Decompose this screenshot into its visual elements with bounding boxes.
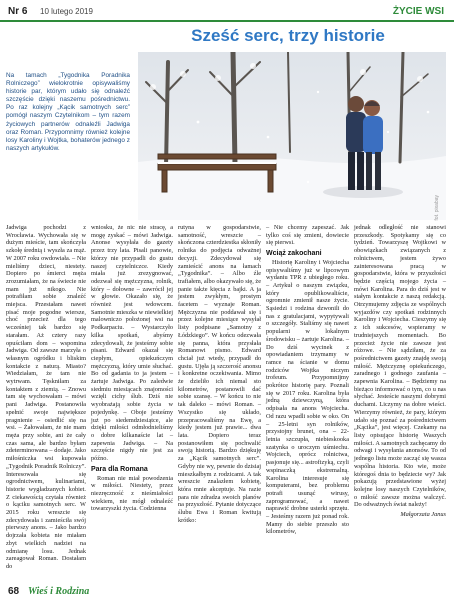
subheading-wciaz-zakochani: Wciąż zakochani: [266, 250, 322, 258]
issue-date: 10 lutego 2019: [40, 7, 93, 16]
article-title: Sześć serc, trzy historie: [191, 26, 385, 45]
magazine-name: Wieś i Rodzina: [28, 586, 90, 597]
header-divider: [0, 20, 454, 22]
subheading-para-dla-romana: Para dla Romana: [91, 465, 148, 473]
column-3-text: rutyna w gospodarstwie, samotność, wreszcie – skończona czterdziestka skłoniły rolnika do podjęcia odważnej decyzji. Zdecydował się zamieścić anons na łamach „Tygodnika”. – Albo źle trafiałem, albo okazywało się, że panie także kięcia z bajki. A ja jestem zwykłym, prostym facetem – wyznaje Roman. Mężczyzna nie poddawał się i przez kolejne miesiące wysyłał listy podpisane „Samotny z Łódzkiego”. W końcu odezwała się panna, która przysłała Romanowi pismo. Edward chciał już wtedy, przypadł do gustu. Ujęła ją szczerość anonsu i konkretne oczekiwania. Mimo że dzieliło ich niemal sto kilometrów, postanowili dać sobie szansę. – W końcu to nie tak daleko – mówi Roman. – Wszystko się układo, przepracowaliśmy na Ewę, a kiedy jestem już prawie... dwa lata. Dopiero teraz postanowiłem się pochwalić swoją historią. Bardzo dziękuję za „Kącik samotnych serc”. Gdyby nie wy, pewnie do dzisiaj mieszkałbym z rodzicami. A tak wreszcie znalazłem kobietę, która mnie akceptuje. Na razie para nie zdradza swoich planów na przyszłość. Pytanie dotyczące ślubu Ewa i Roman kwitują krótko:: [178, 224, 261, 524]
column-5-text: jednak odległość nie stanowi przeszkody. Spotykamy się co tydzień. Towarzyszę Wojtkowi w obowiązkach związanych z rolnictwem, jestem żywo zainteresowana pracą w gospodarstwie, która w przyszłości będzie częścią mojego życia – mówi Karolina. Para do dziś jest w stałym kontakcie z naszą redakcją. Otrzymujemy zdjęcia ze wspólnych wyjazdów czy spotkań rodzinnych Karoliny i Wojciecha. Cieszymy się z ich sukcesów, wspieramy w trudniejszych momentach. Bo przecież życie nie zawsze jest różowe. – Nie sądziłam, że za pośrednictwem gazety znajdę swoją miłość. Mężczyznę opiekuńczego, zaradnego i godnego zaufania – zapewnia Karolina. – Będziemy na bieżąco informować o tym, co u nas słychać. Jesteście naszymi dobrymi duchami. Liczymy na dobre wieści. Wierzymy również, że pary, którym udało się poznać za pośrednictwem „Kącika”, jest więcej. Czekamy na listy opisujące historię Waszych miłości. A samotnych zachęcamy do odwagi i wysyłania anonsów. To od jednego listu może zacząć się wasza wspólna historia. Kto wie, może któregoś dnia to będziecie wy? Jak pokazują przedstawione wyżej kolejne losy naszych Czytelników, o miłość zawsze można walczyć. Do odważnych świat należy!: [354, 224, 446, 509]
article-column-2: [91, 224, 173, 578]
author-signature: Małgorzata Janus: [400, 511, 446, 519]
column-1-text: Jadwiga pochodzi z Wrocławia. Wychowała się w dużym mieście, tam skończyła szkołę średnią i wyszła za mąż. W 2007 roku owdowiała. – Nie mieliśmy dzieci, niestety. Dopiero po śmierci męża zrozumiałam, że na świecie nie mam już nikogo. Nie potrafiłam sobie znaleźć miejsca. Przestałam nawet pisać moje pogodne wiersze, choć przecież dla tego wcześniej tak bardzo się starałam. Aż cztery razy opuściłam dom – wspomina Jadwiga. Od zawsze marzyła o własnym ogródku i bliskim kontakcie z naturą. Miasto? Wiedziałam, że tam nie wytrwam. Tęskniłam za kontaktem z ziemią. – Znowu tam się wychowałam – mówi pani Jadwiga. Postanowiła spełnić swoje największe pragnienie – osiedlić się na wsi. – Żałowałam, że nie mam męża przy sobie, ani że cały czas sama, ale bardzo byłam zdeterminowana – dodaje. Jako miłośniczka wsi kupowała „Tygodnik Poradnik Rolniczy”. Interesowała się ogrodnictwem, kulinariami, historie wygładzanych kobiet. Z ciekawością czytała również o kąciku samotnych serc. W 2015 roku wreszcie się zdecydowała i zamieściła swój pierwszy anons. – Jako bardzo dojrzała kobieta nie miałam zbyt wielkich nadziei na odmianę losu. Jednak zareagował Roman. Dostałam do: [6, 224, 86, 570]
article-column-4: [266, 224, 349, 578]
issue-number: Nr 6: [8, 6, 28, 17]
article-column-1: [6, 224, 86, 578]
article-column-3: [178, 224, 261, 578]
winter-couple-photo: [138, 52, 446, 220]
article-lead: Na tamach „Tygodnika Poradnika Rolniczego” wielokrotnie opisywaliśmy historie par, którym udało się odnaleźć szczęście dzięki naszemu pośrednictwu. Po raz kolejny „Kącik samotnych serc” pomógł naszym Czytelnikom – tym razem życiowych partnerów odnaleźli Jadwiga oraz Roman. Przypomnimy również kolejne losy Karoliny i Wojtka, bohaterów jednego z naszych artykułów.: [6, 72, 130, 152]
page-header: [0, 0, 454, 22]
page-number: 68: [8, 586, 20, 597]
article-column-5: [354, 224, 446, 578]
photo-credit: fot. pixabay: [434, 195, 440, 221]
column-4-tail-text: Historię Karoliny i Wojciecha opisywaliśmy już w lipcowym wydaniu TPR z ubiegłego roku. – Artykuł o naszym związku, który opublikowaliście, ogromnie zmienił nasze życie. Sąsiedzi i rodzina dzwonili do nas z gratulacjami, wypytywali o szczegóły. Staliśmy się nawet popularni w lokalnym środowisku – żartuje Karolina. – Do dziś wycinek z opowiadaniem trzymamy w ramce na ścianie w domu rodziców Wojtka niczym trofeum. Przypomnijmy pokrótce historię pary. Poznali się w 2017 roku. Karolina była jedną dziewczyną, która odpisała na anons Wojciecha. Od razu wpadli sobie w oko. On – 25-letni syn rolników, przystojny brunet, ona – 22-letnia szczupła, niebieskooka szatynka o uroczym uśmiechu. Wojciech, oprócz rolnictwa, pasjonuje się... astrofizyką, czyli wspinaczką ekstremalną. Karolina interesuje się komputerami, bez problemu potrafi usunąć wirusy, zaprogramować, a nawet naprawić drobne usterki sprzętu. – Jesteśmy razem już ponad rok. Mamy do siebie przeszło sto kilometrów,: [266, 258, 349, 536]
page-footer: [0, 584, 454, 600]
column-2-text: wniosku, że nic nie stracę, a mogę zyskać – mówi Jadwiga. Anonse wysyłała do gazety przez trzy lata. Pisali panowie, którzy nie przypadli do gustu naszej czytelniczce. Kiedy miała już zrezygnować, odezwał się mężczyzna, rolnik, który – dołowne – zawrócił jej w głowie. Okazało się, że również jest wdowcem. Samotnie mieszka w niewielkiej malowniczo położonej wsi na Podkarpaciu. – Wystarczyło kilka spotkań, abyśmy zdecydowali, że jesteśmy sobie pisani. Edward okazał się ciepłym, opiekuńczym mężczyzną, który umie słuchać. Bo od gadania to ja jestem – żartuje Jadwiga. Po zaledwie siedmiu miesiącach znajomości wzięli cichy ślub. Dziś nie wyobrażają sobie życia w pojedynkę. – Oboje jesteśmy już po siedemdziesiątce, ale dzięki miłości odmłodnieliśmy o dobre kilkanaście lat – zapewnia Jadwiga. – Na szczęście nigdy nie jest za późno.: [91, 224, 173, 463]
section-name: ŻYCIE WSI: [392, 6, 444, 17]
column-2-tail-text: Roman nie miał powodzenia w miłości. Niestety, przez niezręczność z nieśmiałości wiekiem, nie mógł odnaleźć towarzyszki życia. Codzienna: [91, 474, 173, 513]
column-4-text: – Nie chcemy zapeszać. Jak tylko coś się zmieni, dowiecie się pierwsi.: [266, 224, 349, 247]
article-photo: [138, 52, 446, 220]
